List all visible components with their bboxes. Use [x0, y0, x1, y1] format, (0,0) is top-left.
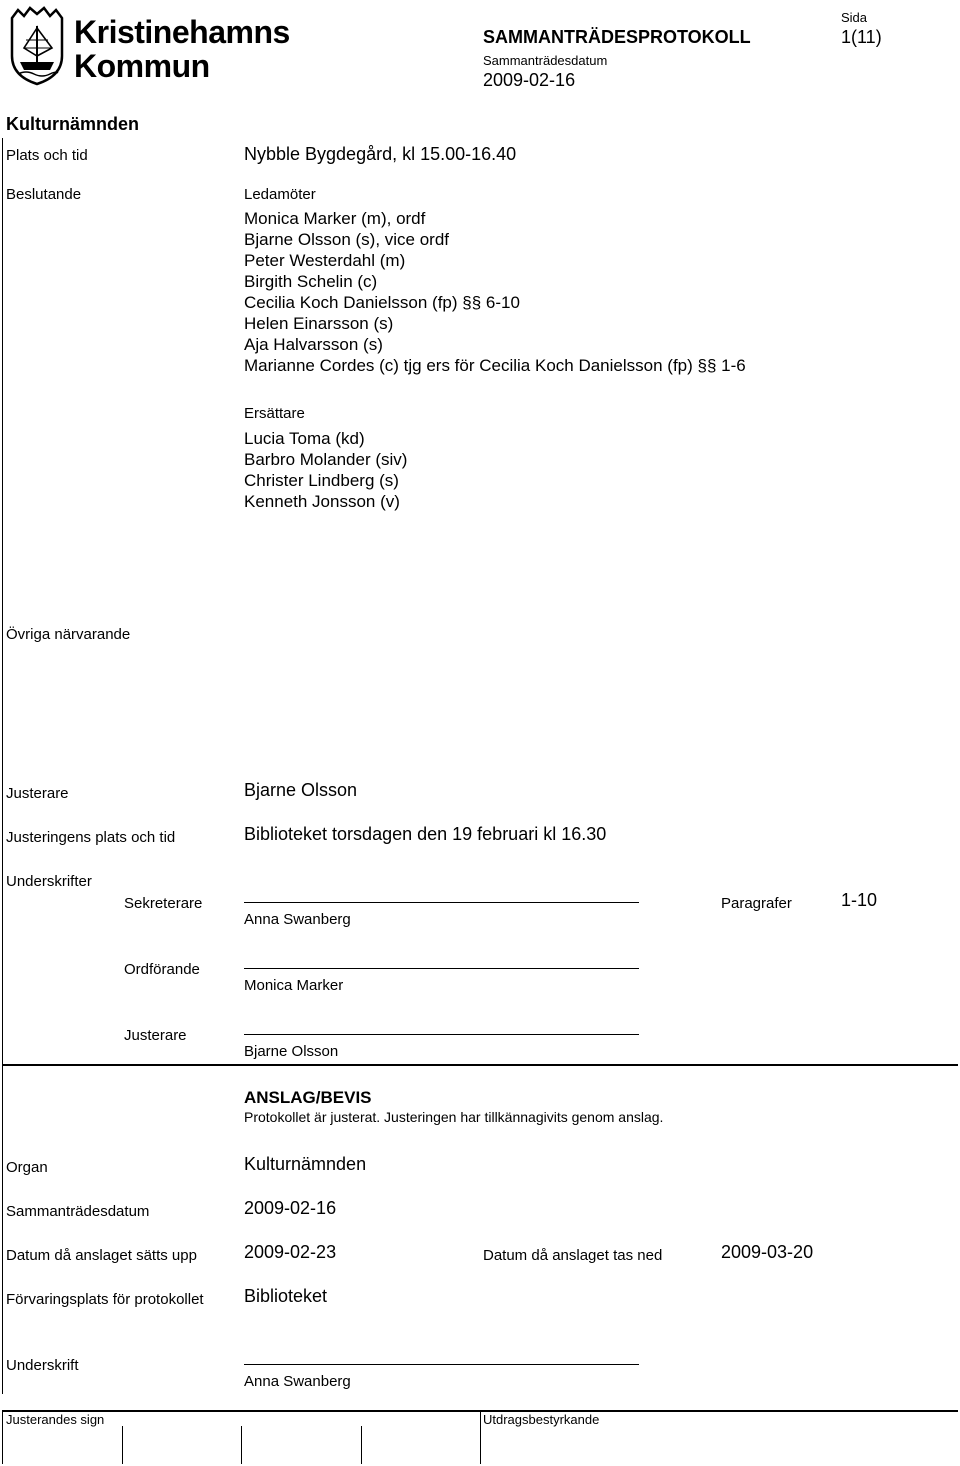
secretary-signature-line	[244, 902, 639, 903]
notice-title: ANSLAG/BEVIS	[244, 1088, 372, 1107]
removed-label: Datum då anslaget tas ned	[483, 1247, 663, 1264]
substitute-2: Barbro Molander (siv)	[244, 450, 408, 469]
adjuster-signature-line	[244, 1034, 639, 1035]
notice-signature-name: Anna Swanberg	[244, 1373, 351, 1390]
posted-value: 2009-02-23	[244, 1242, 337, 1262]
place-time-value: Nybble Bygdegård, kl 15.00-16.40	[244, 144, 517, 164]
member-7: Aja Halvarsson (s)	[244, 335, 383, 354]
secretary-name: Anna Swanberg	[244, 911, 351, 928]
committee-name: Kulturnämnden	[6, 114, 139, 134]
org-name-line1: Kristinehamns	[74, 14, 290, 50]
organ-value: Kulturnämnden	[244, 1154, 367, 1174]
substitute-3: Christer Lindberg (s)	[244, 471, 399, 490]
notice-signature-label: Underskrift	[6, 1357, 79, 1374]
footer-sign-box-2	[241, 1426, 242, 1464]
chair-name: Monica Marker	[244, 977, 344, 994]
member-1: Monica Marker (m), ordf	[244, 209, 426, 228]
coat-of-arms-icon	[6, 4, 68, 86]
storage-value: Biblioteket	[244, 1286, 328, 1306]
posted-label: Datum då anslaget sätts upp	[6, 1247, 197, 1264]
footer-box-left	[2, 1412, 3, 1464]
extract-cert-label: Utdragsbestyrkande	[483, 1412, 600, 1427]
left-border-lower	[2, 1066, 3, 1394]
place-time-label: Plats och tid	[6, 147, 88, 164]
member-6: Helen Einarsson (s)	[244, 314, 394, 333]
adjust-place-value: Biblioteket torsdagen den 19 februari kl 16.30	[244, 824, 607, 844]
header-date: 2009-02-16	[483, 70, 576, 90]
sign-adjuster-name: Bjarne Olsson	[244, 1043, 339, 1060]
member-4: Birgith Schelin (c)	[244, 272, 378, 291]
notice-text: Protokollet är justerat. Justeringen har tillkännagivits genom anslag.	[244, 1109, 664, 1125]
notice-signature-line	[244, 1364, 639, 1365]
municipality-logo	[6, 4, 68, 91]
substitutes-heading: Ersättare	[244, 405, 305, 422]
adjuster-label: Justerare	[6, 785, 69, 802]
decision-label: Beslutande	[6, 186, 82, 203]
chair-signature-line	[244, 968, 639, 969]
header-date-label: Sammanträdesdatum	[483, 53, 608, 68]
adjust-place-label: Justeringens plats och tid	[6, 829, 176, 846]
left-border-upper	[2, 138, 3, 1064]
notice-date-label: Sammanträdesdatum	[6, 1203, 150, 1220]
secretary-label: Sekreterare	[124, 895, 203, 912]
doc-type: SAMMANTRÄDESPROTOKOLL	[483, 27, 751, 47]
adjusters-sign-label: Justerandes sign	[6, 1412, 105, 1427]
footer-divider	[480, 1412, 481, 1464]
removed-value: 2009-03-20	[721, 1242, 814, 1262]
paragraphs-label: Paragrafer	[721, 895, 792, 912]
page-number: 1(11)	[841, 27, 882, 47]
member-3: Peter Westerdahl (m)	[244, 251, 406, 270]
member-5: Cecilia Koch Danielsson (fp) §§ 6-10	[244, 293, 520, 312]
adjuster-value: Bjarne Olsson	[244, 780, 358, 800]
chair-label: Ordförande	[124, 961, 200, 978]
page-label: Sida	[841, 10, 868, 25]
substitute-1: Lucia Toma (kd)	[244, 429, 365, 448]
signatures-label: Underskrifter	[6, 873, 92, 890]
sign-adjuster-label: Justerare	[124, 1027, 187, 1044]
others-present-label: Övriga närvarande	[6, 626, 131, 643]
member-2: Bjarne Olsson (s), vice ordf	[244, 230, 450, 249]
footer-sign-box-3	[361, 1426, 362, 1464]
members-heading: Ledamöter	[244, 186, 316, 203]
org-name-line2: Kommun	[74, 48, 210, 84]
member-8: Marianne Cordes (c) tjg ers för Cecilia Koch Danielsson (fp) §§ 1-6	[244, 356, 746, 375]
notice-date-value: 2009-02-16	[244, 1198, 337, 1218]
notice-separator	[2, 1064, 958, 1066]
footer-sign-box-1	[122, 1426, 123, 1464]
substitute-4: Kenneth Jonsson (v)	[244, 492, 400, 511]
organ-label: Organ	[6, 1159, 48, 1176]
storage-label: Förvaringsplats för protokollet	[6, 1291, 204, 1308]
paragraphs-value: 1-10	[841, 890, 878, 910]
